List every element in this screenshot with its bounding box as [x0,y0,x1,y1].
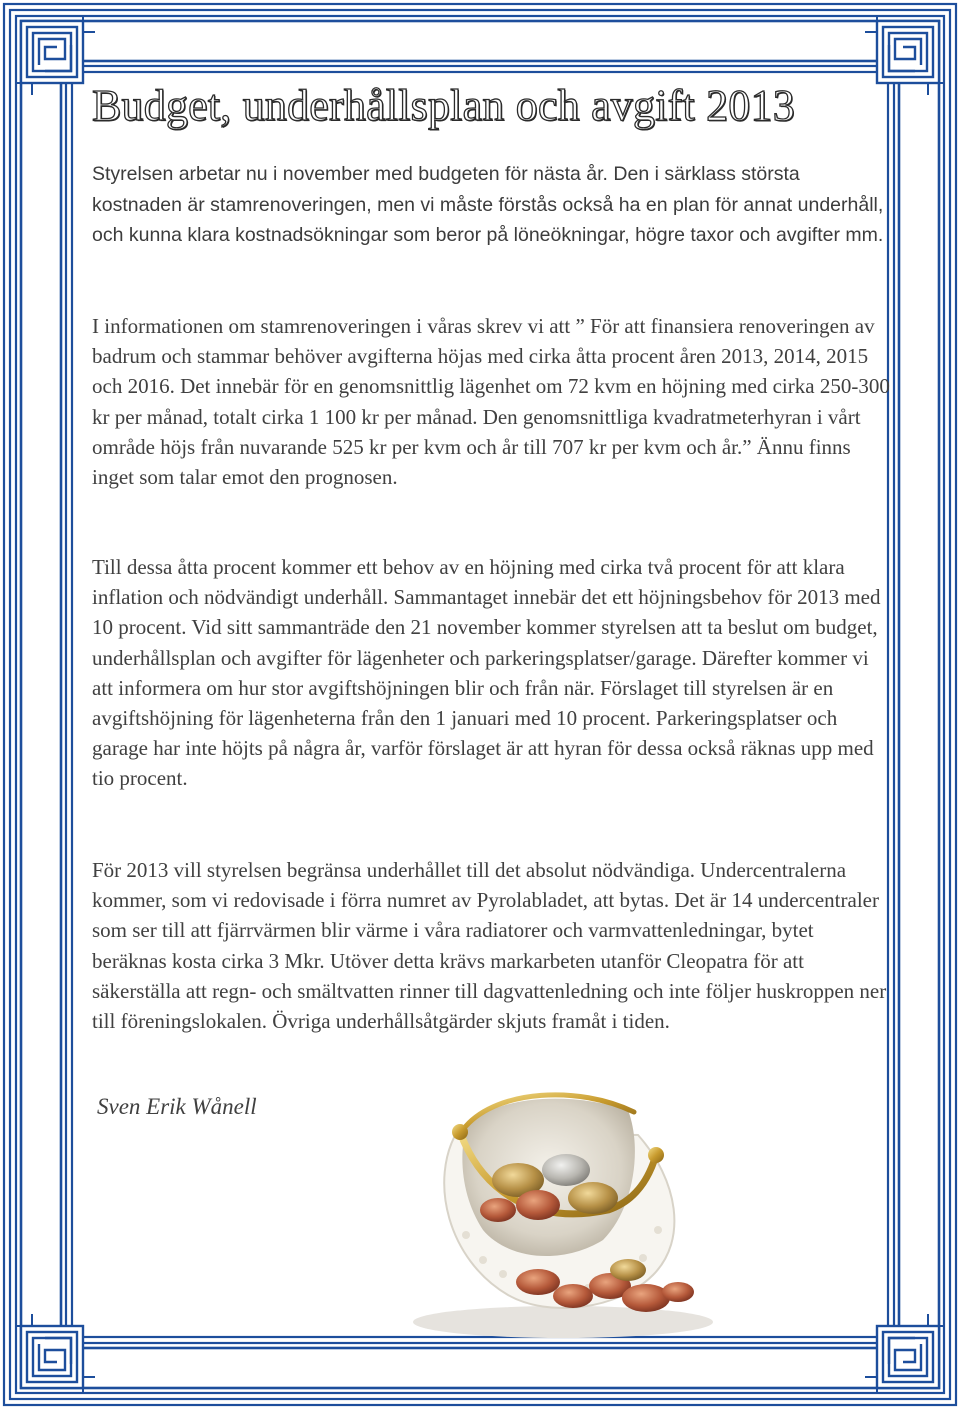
signature: Sven Erik Wånell [97,1094,257,1119]
coin-purse-icon [388,1060,718,1350]
paragraph-increase: Till dessa åtta procent kommer ett behov av en höjning med cirka två procent för att klara inflation och nödvändigt underhåll. Sammantaget innebär det ett höjningsbehov för 2013 med 10 procent. Vid sitt sammanträde den 21 november kommer styrelsen att ta beslut om budget, underhållsplan och avgifter för lägenheter och parkeringsplatser/garage. Därefter kommer vi att informera om hur stor avgiftshöjningen blir och från när. Förslaget till styrelsen är en avgiftshöjning för lägenheterna från den 1 januari med 10 procent. Parkeringsplatser och garage har inte höjts på några år, varför förslaget är att hyran för dessa också räknas upp med tio procent. [92,555,881,791]
paragraph-financing: I informationen om stamrenoveringen i våras skrev vi att ” För att finansiera renoveringen av badrum och stammar behöver avgifterna höjas med cirka åtta procent åren 2013, 2014, 2015 och 2016. Det innebär för en genomsnittlig lägenhet om 72 kvm en höjning med cirka 250-300 kr per månad, totalt cirka 1 100 kr per månad. Den genomsnittliga kvadratmeterhyran i vårt område höjs från nuvarande 525 kr per kvm och år till 707 kr per kvm och år.” Ännu finns inget som talar emot den prognosen. [92,314,890,490]
paragraph-intro: Styrelsen arbetar nu i november med budgeten för nästa år. Den i särklass största kostnaden är stamrenoveringen, men vi måste förstås också ha en plan för annat underhåll, och kunna klara kostnadsökningar som beror på löneökningar, högre taxor och avgifter mm. [92,163,884,246]
paragraph-maintenance: För 2013 vill styrelsen begränsa underhållet till det absolut nödvändiga. Undercentralerna kommer, som vi redovisade i förra numret av Pyrolabladet, att bytas. Det är 14 undercentraler som ser till att fjärrvärmen blir värme i våra radiatorer och varmvattenledningar, bytet beräknas kosta cirka 3 Mkr. Utöver detta krävs markarbeten utanför Cleopatra för att säkerställa att regn- och smältvatten rinner till dagvattenledning och inte följer huskroppen ner till föreningslokalen. Övriga underhållsåtgärder skjuts framåt i tiden. [92,858,887,1034]
page-title: Budget, underhållsplan och avgift 2013 [92,81,795,130]
